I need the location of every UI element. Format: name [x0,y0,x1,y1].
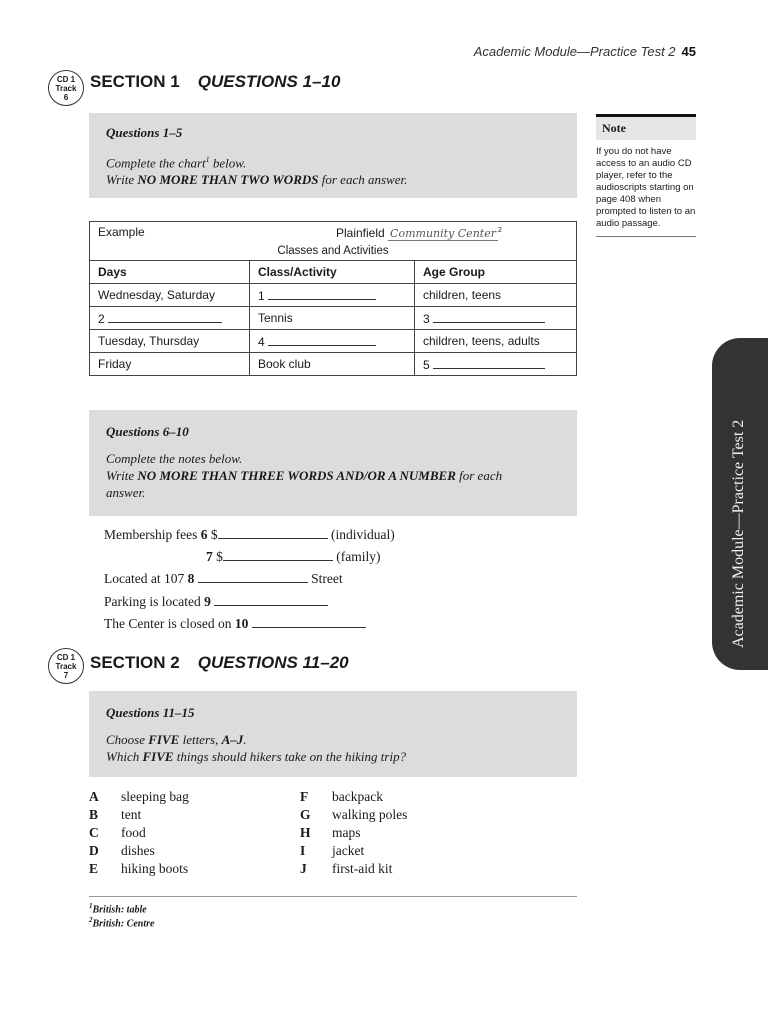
answer-blank-9[interactable] [214,594,328,606]
side-tab-label: Academic Module—Practice Test 2 [730,419,747,648]
cell-activity: Book club [250,353,415,376]
answer-blank-2[interactable] [108,311,222,323]
answer-blank-7[interactable] [223,549,333,561]
center-name: Plainfield Community Center $^2$ [336,226,502,240]
footnote-1: $^1$British: table [89,902,147,916]
cd-label: CD 1 [56,652,76,662]
answer-blank-5[interactable] [433,357,545,369]
list-item[interactable]: C food [89,825,146,840]
example-label: Example [98,225,145,239]
note-line-10: The Center is closed on 10 [104,616,366,632]
cell-age: 5 [415,353,577,376]
cell-days: 2 [90,307,250,330]
section-label: SECTION 1 [90,72,180,91]
cell-days: Tuesday, Thursday [90,330,250,353]
list-item[interactable]: J first-aid kit [300,861,393,876]
answer-blank-10[interactable] [252,616,366,628]
options-right [300,788,407,878]
footnote-2: $^2$British: Centre [89,916,155,930]
instructions-q11-15 [89,691,577,777]
questions-heading: Questions 1–5 [106,125,183,140]
list-item[interactable]: B tent [89,807,142,822]
table-row [90,284,577,307]
cell-activity: 4 [250,330,415,353]
list-item[interactable]: A sleeping bag [89,789,189,804]
cd-track-badge [48,648,84,684]
section-label: SECTION 2 [90,653,180,672]
note-box [596,114,696,237]
instruction-line-2: Write NO MORE THAN THREE WORDS AND/OR A NUMBER for each [106,468,503,483]
running-head-title: Academic Module—Practice Test 2 [473,44,676,59]
instruction-line-2: Write NO MORE THAN TWO WORDS for each answer. [106,172,408,188]
note-heading: Note [596,114,696,140]
note-body: If you do not have access to an audio CD player, refer to the audioscripts starting on page 408 when prompted to listen to an audio passage. [596,140,696,237]
answer-blank-6[interactable] [218,527,328,539]
instruction-line-1: Choose FIVE letters, A–J. [106,732,247,747]
track-label: Track [55,661,77,671]
cd-track-badge [48,70,84,106]
cell-days: Wednesday, Saturday [90,284,250,307]
list-item[interactable]: F backpack [300,789,383,804]
list-item[interactable]: I jacket [300,843,365,858]
answer-blank-8[interactable] [198,571,308,583]
header-activity: Class/Activity [250,261,415,284]
section-questions: QUESTIONS 1–10 [197,72,341,91]
instruction-line-3: answer. [106,485,146,500]
instruction-line-2: Which FIVE things should hikers take on the hiking trip? [106,749,407,764]
chart-subtitle: Classes and Activities [90,242,577,261]
cell-age: children, teens, adults [415,330,577,353]
note-line-9: Parking is located 9 [104,594,328,610]
note-line-7: 7 $ (family) [206,549,381,564]
note-line-6: Membership fees 6 $ (individual) [104,527,395,542]
chart-header-row [90,261,577,284]
questions-heading: Questions 6–10 [106,424,189,439]
list-item[interactable]: E hiking boots [89,861,189,876]
list-item[interactable]: G walking poles [300,807,408,822]
cell-days: Friday [90,353,250,376]
instruction-line-1: Complete the chart$^1$ below. [106,155,247,171]
options-left [89,788,189,878]
header-age: Age Group [415,261,577,284]
classes-chart [89,221,577,376]
list-item[interactable]: H maps [300,825,361,840]
chart-subtitle-row [90,242,577,261]
answer-blank-4[interactable] [268,334,376,346]
table-row [90,307,577,330]
table-row [90,330,577,353]
chart-title-row [90,222,577,243]
side-tab [712,338,768,670]
cell-age: 3 [415,307,577,330]
page-number: 45 [681,44,696,59]
track-number: 7 [63,670,69,680]
example-answer: Community Center [390,227,496,240]
section-2-title [90,653,349,673]
answer-blank-3[interactable] [433,311,545,323]
questions-heading: Questions 11–15 [106,705,195,720]
cell-activity: 1 [250,284,415,307]
instructions-q6-10 [89,410,577,516]
track-label: Track [55,83,77,93]
table-row [90,353,577,376]
answer-blank-1[interactable] [268,288,376,300]
running-head [474,44,696,59]
section-1-title [90,72,340,92]
instruction-line-1: Complete the notes below. [106,451,243,466]
footnote-divider [89,896,577,897]
list-item[interactable]: D dishes [89,843,155,858]
instructions-q1-5 [89,113,577,198]
cd-label: CD 1 [56,74,76,84]
header-days: Days [90,261,250,284]
cell-age: children, teens [415,284,577,307]
section-questions: QUESTIONS 11–20 [197,653,349,672]
track-number: 6 [63,92,69,102]
cell-activity: Tennis [250,307,415,330]
note-line-8: Located at 107 8 Street [104,571,343,586]
